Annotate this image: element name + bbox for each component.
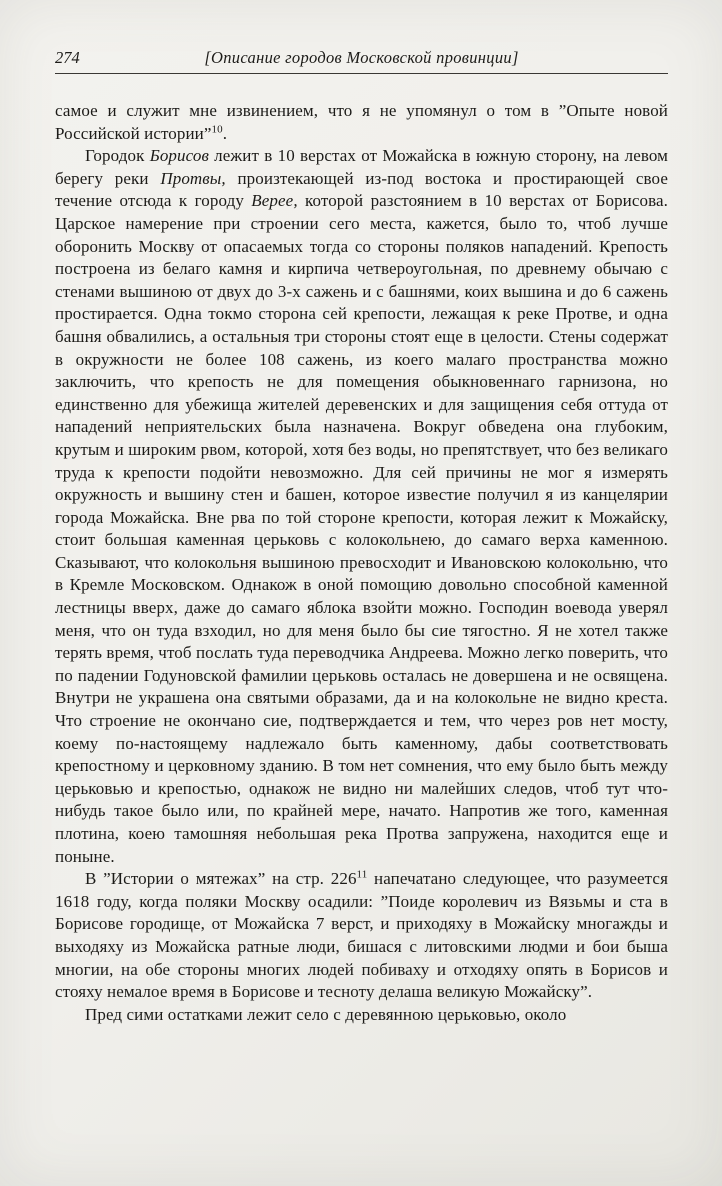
header-rule — [55, 73, 668, 74]
page-body — [55, 100, 668, 1026]
paragraph — [55, 868, 668, 1004]
italic-place-name: Верее, — [251, 191, 298, 211]
text-run: . — [222, 123, 228, 143]
text-run: напечатано следующее, что разумеется 1618 году, когда поляки Москву осадили: ”Поиде королевич из Вязьмы и ста в Борисове городище, от Можайска 7 верст, и приходяху в Можайску многажды и выходяху из Можайска ратные люди, бишася с литовскими людми и бои быша многии, на обе стороны многих людей побиваху и отходяху опять в Борисов и стояху немалое время в Борисове и тесноту делаша великую Можайску”. — [55, 869, 668, 1002]
paragraph — [55, 1004, 668, 1027]
footnote-marker: 10 — [211, 122, 223, 135]
page-number: 274 — [55, 48, 80, 67]
text-run: В ”Истории о мятежах” на стр. 226 — [85, 869, 357, 889]
paragraph — [55, 100, 668, 145]
page-header — [55, 46, 668, 70]
paragraph — [55, 145, 668, 868]
running-title: [Описание городов Московской провинции] — [204, 48, 519, 67]
text-run: лежит в 10 верстах от Можайска в южную сторону, на левом берегу реки — [55, 146, 668, 188]
italic-place-name: Протвы, — [160, 168, 226, 188]
footnote-marker: 11 — [356, 868, 368, 881]
text-run: произтекающей из-под востока и простирающей свое течение отсюда к городу — [55, 168, 668, 211]
text-run: самое и служит мне извинением, что я не упомянул о том в ”Опыте новой Российской истории” — [55, 101, 668, 143]
italic-place-name: Борисов — [149, 146, 209, 166]
text-run: которой разстоянием в 10 верстах от Борисова. Царское намерение при строении сего места, кажется, было то, чтоб лучше оборонить Москву от опасаемых тогда со стороны поляков нападений. Крепость построена из белаго камня и кирпича четвероугольная, по древнему обычаю с стенами вышиною от двух до 3-х сажень и с башнями, коих вышина и до 6 сажень простирается. Одна токмо сторона сей крепости, лежащая к реке Протве, и одна башня обвалились, а остальныя три стороны стоят еще в целости. Стены содержат в окружности не более 108 сажень, из коего малаго пространства можно заключить, что крепость не для помещения обыкновеннаго гарнизона, но единственно для убежища жителей деревенских и для защищения себя оттуда от нападений неприятельских была назначена. Вокруг обведена она глубоким, крутым и широким рвом, которой, хотя без воды, но препятствует, что без великаго труда к крепости подойти невозможно. Для сей причины не мог я измерять окружность и вышину стен и башен, которое известие получил я из канцелярии города Можайска. Вне рва по той стороне крепости, которая лежит к Можайску, стоит большая каменная церьковь с колокольнею, до самаго верха каменною. Сказывают, что колокольня вышиною превосходит и Ивановскою колокольню, что в Кремле Московском. Однакож в оной помощию довольно способной каменной лестницы вверх, даже до самаго яблока взойти можно. Господин воевода уверял меня, что он туда взходил, но для меня было бы сие тягостно. Я не хотел также терять время, чтоб послать туда переводчика Андреева. Можно легко поверить, что по падении Годуновской фамилии церьковь осталась не довершена и не освящена. Внутри не украшена она святыми образами, да и на колокольне не видно креста. Что строение не окончано сие, подтверждается и тем, что через ров нет мосту, коему по-настоящему надлежало быть каменному, дабы соответствовать крепостному и церковному зданию. В том нет сомнения, что ему было быть между церьковью и крепостью, однакож не видно ни малейших следов, чтоб тут что-нибудь такое было или, по крайней мере, начато. Напротив же того, каменная плотина, коею тамошняя небольшая река Протва запружена, находится еще и поныне. — [55, 191, 669, 866]
text-run: Пред сими остатками лежит село с деревянною церьковью, около — [85, 1004, 567, 1024]
text-run: Городок — [85, 146, 150, 166]
